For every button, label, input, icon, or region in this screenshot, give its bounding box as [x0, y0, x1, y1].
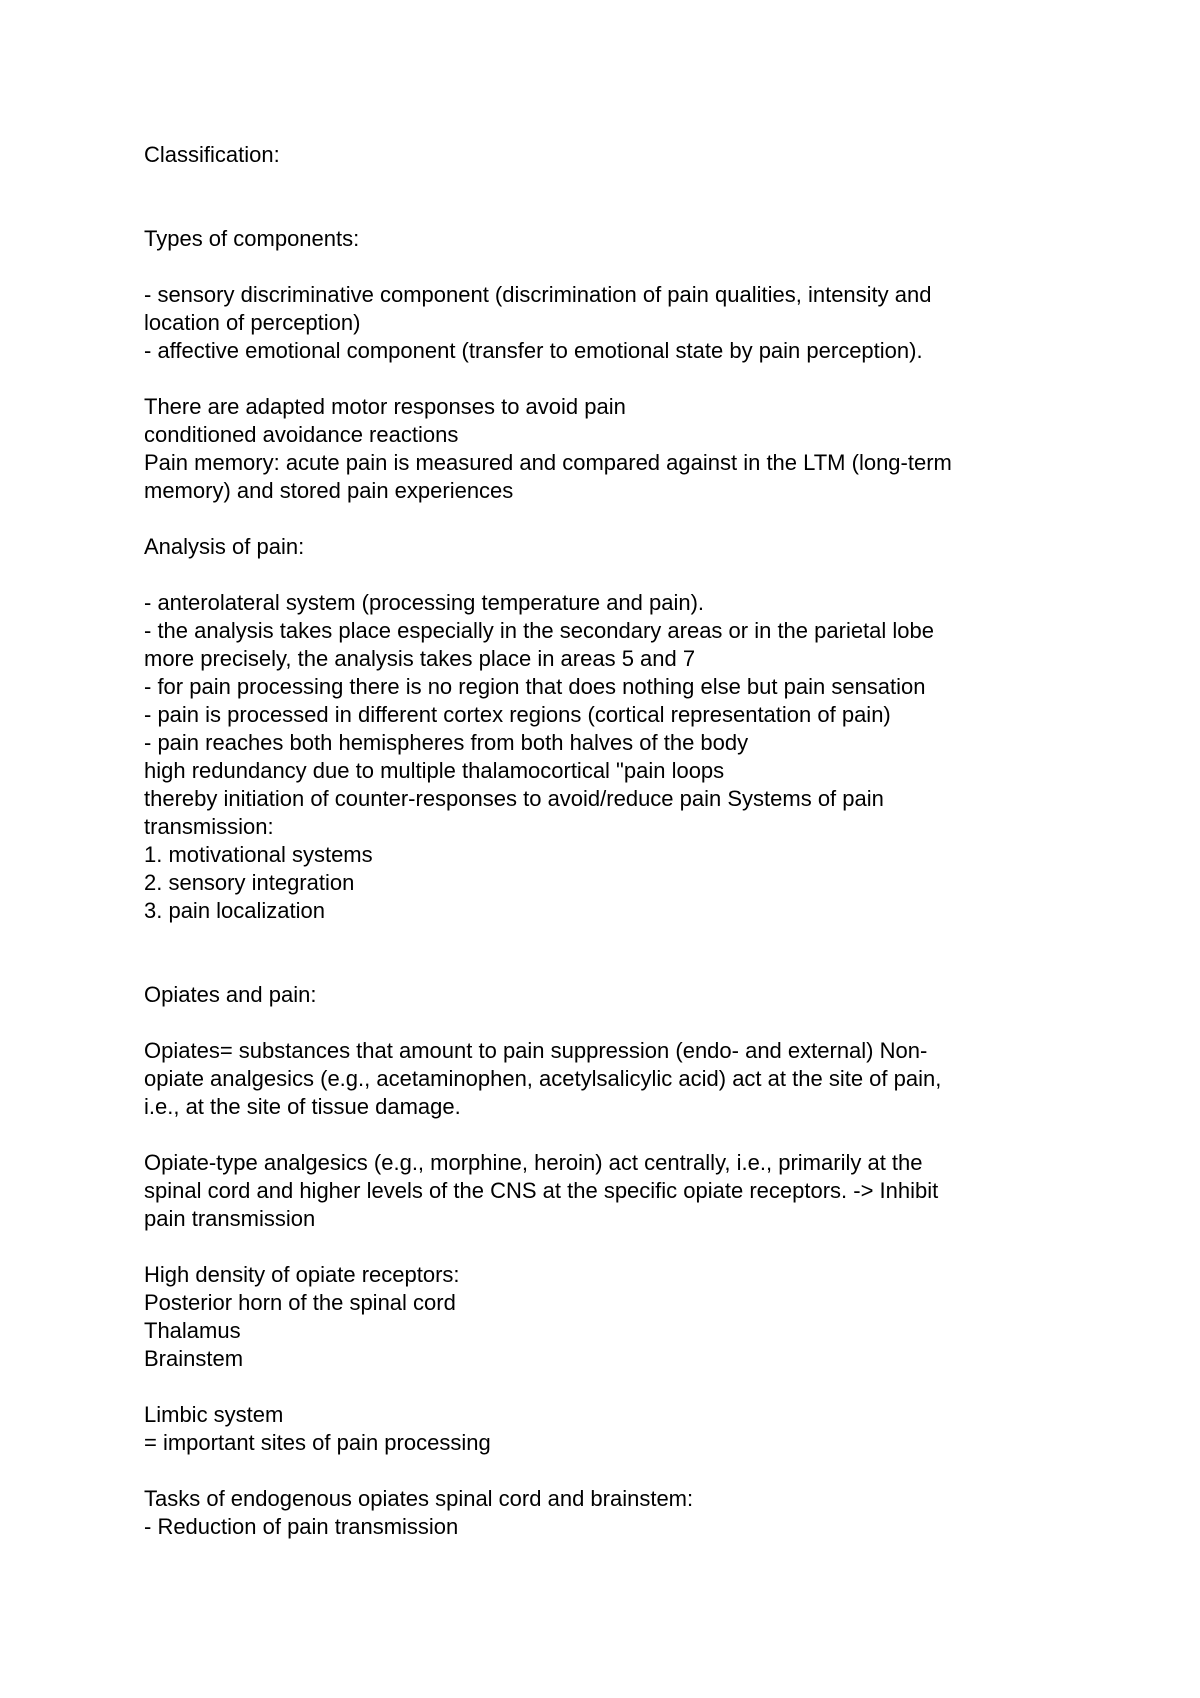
- components-section: [144, 225, 1044, 365]
- motor-line: Pain memory: acute pain is measured and compared against in the LTM (long-term: [144, 450, 952, 475]
- limbic-line: Limbic system: [144, 1402, 284, 1427]
- analysis-line: - for pain processing there is no region that does nothing else but pain sensation: [144, 674, 926, 699]
- analysis-line: 3. pain localization: [144, 898, 326, 923]
- analysis-line: - pain is processed in different cortex regions (cortical representation of pain): [144, 702, 891, 727]
- tasks-section: [144, 1485, 1044, 1541]
- density-line: Brainstem: [144, 1346, 244, 1371]
- limbic-section: [144, 1401, 1044, 1457]
- density-line: Posterior horn of the spinal cord: [144, 1290, 456, 1315]
- components-heading: Types of components:: [144, 226, 360, 251]
- analysis-line: - pain reaches both hemispheres from both halves of the body: [144, 730, 749, 755]
- opiate-type-line: Opiate-type analgesics (e.g., morphine, heroin) act centrally, i.e., primarily at the: [144, 1150, 923, 1175]
- analysis-line: 2. sensory integration: [144, 870, 355, 895]
- analysis-line: transmission:: [144, 814, 274, 839]
- analysis-line: high redundancy due to multiple thalamocortical "pain loops: [144, 758, 725, 783]
- density-line: Thalamus: [144, 1318, 241, 1343]
- opiates-definition-line: Opiates= substances that amount to pain suppression (endo- and external) Non-: [144, 1038, 928, 1063]
- opiates-definition-line: opiate analgesics (e.g., acetaminophen, acetylsalicylic acid) act at the site of pain,: [144, 1066, 942, 1091]
- analysis-line: 1. motivational systems: [144, 842, 373, 867]
- document-page: [144, 141, 1044, 1541]
- analysis-line: - anterolateral system (processing temperature and pain).: [144, 590, 705, 615]
- limbic-line: = important sites of pain processing: [144, 1430, 491, 1455]
- receptor-density-section: [144, 1261, 1044, 1373]
- density-line: High density of opiate receptors:: [144, 1262, 460, 1287]
- components-line: - sensory discriminative component (discrimination of pain qualities, intensity and: [144, 282, 932, 307]
- tasks-line: Tasks of endogenous opiates spinal cord and brainstem:: [144, 1486, 694, 1511]
- opiate-type-section: [144, 1149, 1044, 1233]
- classification-section: [144, 141, 1044, 169]
- analysis-section: [144, 533, 1044, 925]
- motor-section: [144, 393, 1044, 505]
- motor-line: conditioned avoidance reactions: [144, 422, 459, 447]
- opiates-definition-line: i.e., at the site of tissue damage.: [144, 1094, 461, 1119]
- components-line: - affective emotional component (transfer to emotional state by pain perception).: [144, 338, 923, 363]
- analysis-line: more precisely, the analysis takes place in areas 5 and 7: [144, 646, 696, 671]
- opiate-type-line: spinal cord and higher levels of the CNS at the specific opiate receptors. -> Inhibit: [144, 1178, 939, 1203]
- motor-line: There are adapted motor responses to avoid pain: [144, 394, 626, 419]
- analysis-line: thereby initiation of counter-responses to avoid/reduce pain Systems of pain: [144, 786, 884, 811]
- components-line: location of perception): [144, 310, 361, 335]
- opiates-section: [144, 981, 1044, 1121]
- analysis-line: - the analysis takes place especially in the secondary areas or in the parietal lobe: [144, 618, 935, 643]
- opiate-type-line: pain transmission: [144, 1206, 316, 1231]
- tasks-line: - Reduction of pain transmission: [144, 1514, 459, 1539]
- classification-heading: Classification:: [144, 142, 280, 167]
- analysis-heading: Analysis of pain:: [144, 534, 305, 559]
- opiates-heading: Opiates and pain:: [144, 982, 317, 1007]
- motor-line: memory) and stored pain experiences: [144, 478, 514, 503]
